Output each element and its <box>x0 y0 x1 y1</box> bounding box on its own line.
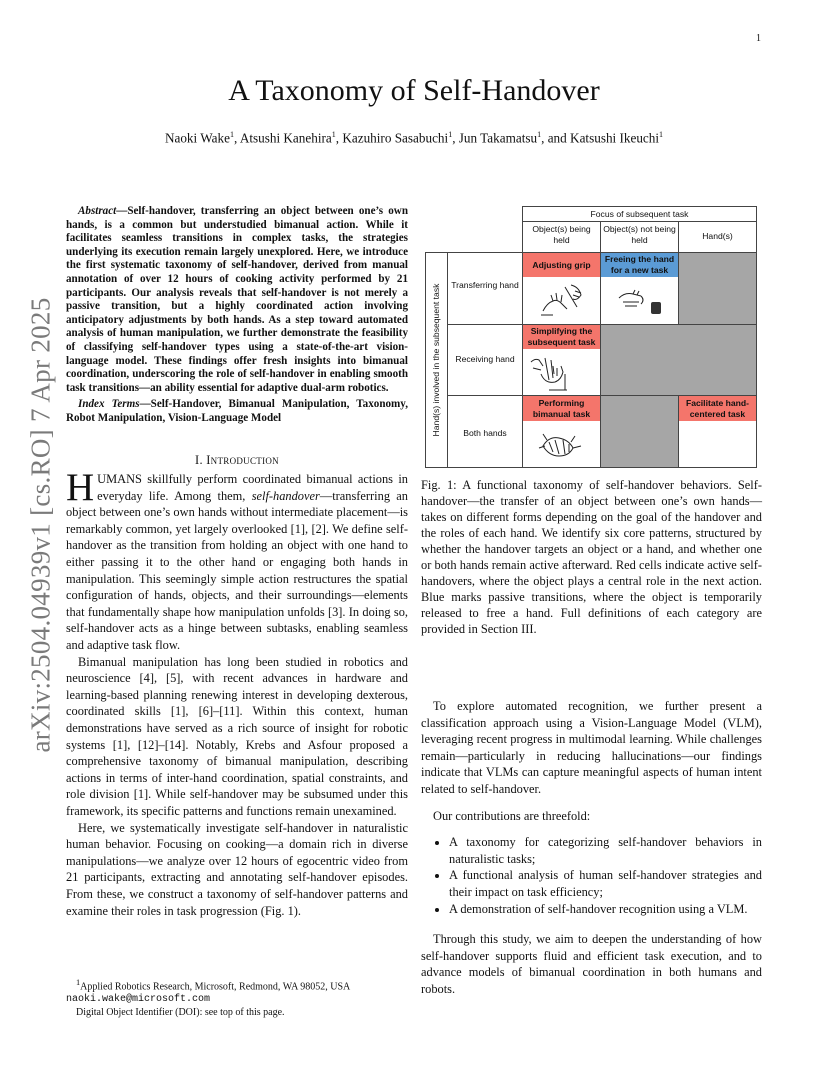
author-affiliation-mark: 1 <box>331 130 336 139</box>
index-terms-label: Index Terms <box>78 398 140 411</box>
figure-caption <box>421 477 762 637</box>
row-label-receiving: Receiving hand <box>455 354 515 364</box>
left-column <box>66 205 408 919</box>
section-number: I. <box>195 452 203 467</box>
both-hands-sketch-icon <box>535 426 585 462</box>
index-terms <box>66 398 408 425</box>
col-header-held: Object(s) being held <box>532 224 591 245</box>
col-header-hands: Hand(s) <box>702 231 733 241</box>
author-separator: , and <box>541 130 571 146</box>
arxiv-stamp <box>20 297 62 753</box>
author-affiliation-mark: 1 <box>659 130 664 139</box>
intro-paragraph-2: Bimanual manipulation has long been studied in robotics and neuroscience [4], [5], with recent advances in hardware and learning-based planning renewing interest in developing dexterous, coordinated skills [1], [6]–[11]. Within this context, human demonstrations have served as a rich source of insight for robotic systems [1], [12]–[14]. Notably, Krebs and Asfour proposed a comprehensive taxonomy of bimanual manipulation, describing actions in terms of inter-hand coordination, spatial constraints, and role division [1]. While self-handover may be subsumed under this framework, its specific patterns and functions remain unexamined. <box>66 654 408 818</box>
contributions-list <box>421 834 762 917</box>
author-separator: , <box>335 130 343 146</box>
section-title: Introduction <box>206 452 279 467</box>
cell-performing: Performing bimanual task <box>523 396 600 421</box>
row-label-both: Both hands <box>463 428 507 438</box>
hand-release-sketch-icon <box>615 284 667 318</box>
author-affiliation-mark: 1 <box>537 130 542 139</box>
intro-p1-rest: —transferring an object between one’s own hands without intermediate placement—is remarkably common, yet largely overlooked [1], [2]. We define self-handover as the transition from holding an object with one hand to either passing it to the other hand or engaging both hands in manipulation. This seemingly simple action restructures the spatial configuration of hands, objects, and their surroundings—elements that fundamentally shape how manipulation unfolds [3]. In doing so, self-handover acts as a hinge between subtasks, enabling seamless and adaptive task flow. <box>66 488 408 653</box>
right-paragraph-1: To explore automated recognition, we further present a classification approach using a Vision-Language Model (VLM), leveraging recent progress in multimodal learning. While challenges remain—particularly in reducing hallucinations—our findings indicate that VLMs can capture meaningful aspects of human intent related to self-handover. <box>421 699 762 796</box>
author-list <box>0 130 828 146</box>
caption-text: A functional taxonomy of self-handover behaviors. Self-handover—the transfer of an object between one’s own hands—takes on different forms depending on the goal of the handover and the roles of each hand. We identify six core patterns, structured by whether the handover targets an object or a hand, and whether one or both hands remain active afterward. Red cells indicate active self-handovers, where the object plays a central role in the next action. Blue marks passive transitions, where the object is temporarily released to free a hand. Full definitions of each category are provided in Section III. <box>421 478 762 636</box>
intro-p1-lead: UMANS skillfully perform coordinated bimanual actions in everyday life. Among them, <box>97 472 408 503</box>
row-axis-label <box>425 252 447 468</box>
right-paragraph-2: Our contributions are threefold: <box>433 808 591 823</box>
intro-p1-emphasis: self-handover <box>251 488 320 503</box>
abstract <box>66 205 408 395</box>
abstract-text: —Self-handover, transferring an object between one’s own hands, is a common but understudied bimanual action. While it facilitates seamless transitions in complex tasks, the strategies underlying its execution remain largely unexplored. Here, we introduce the first systematic taxonomy of self-handover, derived from manual annotation of over 12 hours of cooking activity performed by 21 participants. Our analysis reveals that self-handover is not merely a passive transition, but a highly coordinated action involving anticipatory adjustments by both hands. As a step toward automated analysis of human manipulation, we further demonstrate the feasibility of classifying self-handover types using a state-of-the-art vision-language model. These findings offer fresh insights into bimanual coordination, underscoring the role of self-handover in enabling smooth task transitions—an ability essential for adaptive dual-arm robotics. <box>66 205 408 394</box>
list-item: • A demonstration of self-handover recognition using a VLM. <box>449 901 762 918</box>
paper-title: A Taxonomy of Self-Handover <box>228 74 600 107</box>
index-terms-text: —Self-Handover, Bimanual Manipulation, Taxonomy, Robot Manipulation, Vision-Language Model <box>66 398 408 424</box>
footnote-doi: Digital Object Identifier (DOI): see top of this page. <box>76 1007 285 1019</box>
author-separator: , <box>233 130 240 146</box>
footnote-email[interactable]: naoki.wake@microsoft.com <box>66 994 211 1006</box>
cell-facilitate: Facilitate hand-centered task <box>679 396 756 421</box>
arxiv-stamp-text: arXiv:2504.04939v1 [cs.RO] 7 Apr 2025 <box>25 297 56 753</box>
author-affiliation-mark: 1 <box>448 130 453 139</box>
list-item: • A functional analysis of human self-handover strategies and their impact on task efficiency; <box>449 867 762 900</box>
drop-cap: H <box>66 466 95 510</box>
row-label-transferring: Transferring hand <box>451 280 519 290</box>
hand-receive-sketch-icon <box>527 352 569 392</box>
author-name: Naoki Wake <box>164 130 230 146</box>
author-separator: , <box>452 130 459 146</box>
cell-not-applicable <box>601 396 678 467</box>
cell-freeing-hand: Freeing the hand for a new task <box>601 253 678 277</box>
focus-header: Focus of subsequent task <box>590 209 689 219</box>
author-affiliation-mark: 1 <box>229 130 234 139</box>
cell-simplifying: Simplifying the subsequent task <box>523 325 600 349</box>
taxonomy-figure <box>425 206 757 468</box>
cell-not-applicable <box>601 325 756 395</box>
footnote-mark: 1 <box>76 978 81 987</box>
author-name: Kazuhiro Sasabuchi <box>342 130 449 146</box>
hand-grip-sketch-icon <box>537 281 587 319</box>
section-heading <box>66 452 408 469</box>
col-header-not-held: Object(s) not being held <box>603 224 676 245</box>
row-axis-label-text: Hand(s) involved in the subsequent task <box>431 283 441 437</box>
footnote-affiliation <box>66 976 408 993</box>
cell-adjusting-grip: Adjusting grip <box>523 253 600 277</box>
intro-paragraph-1 <box>66 466 408 654</box>
cell-not-applicable <box>679 253 756 324</box>
author-name: Katsushi Ikeuchi <box>570 130 660 146</box>
footnote <box>66 976 408 1019</box>
page-number: 1 <box>756 33 761 44</box>
abstract-label: Abstract <box>78 205 117 217</box>
list-item: • A taxonomy for categorizing self-handover behaviors in naturalistic tasks; <box>449 834 762 867</box>
author-name: Jun Takamatsu <box>458 130 538 146</box>
intro-paragraph-3: Here, we systematically investigate self-handover in naturalistic human behavior. Focusing on cooking—a domain rich in diverse manipulations—we analyze over 12 hours of egocentric video from 21 participants, extracting and annotating self-handover episodes. From these, we construct a taxonomy of self-handover patterns and examine their roles in task progression (Fig. 1). <box>66 820 408 918</box>
right-paragraph-3: Through this study, we aim to deepen the understanding of how self-handover supports fluid and efficient task execution, and to advance models of bimanual coordination in both humans and robots. <box>421 932 762 996</box>
caption-label: Fig. 1: <box>421 478 457 492</box>
author-name: Atsushi Kanehira <box>239 130 332 146</box>
right-column-body <box>421 698 762 998</box>
footnote-affiliation-text: Applied Robotics Research, Microsoft, Redmond, WA 98052, USA <box>80 981 351 993</box>
